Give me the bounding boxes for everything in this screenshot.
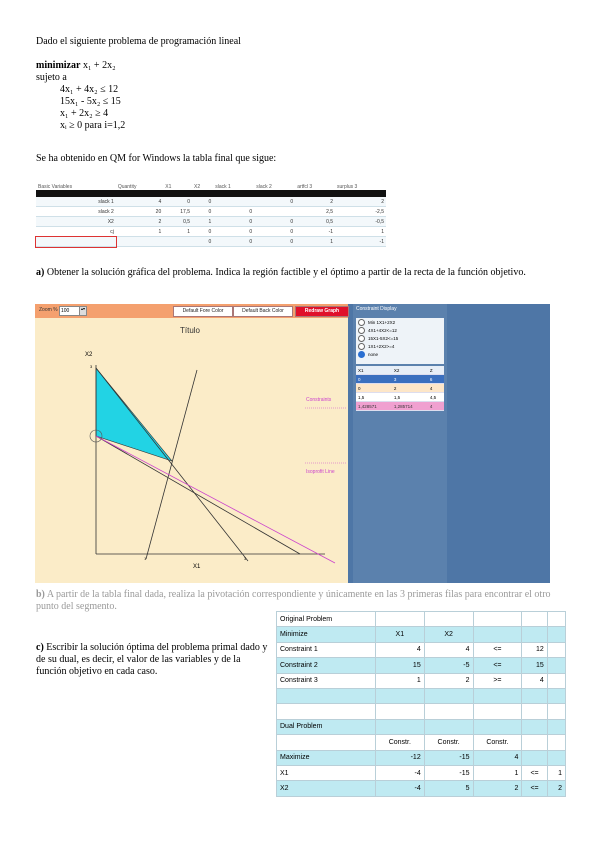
points-cell: 3: [392, 375, 428, 384]
default-fore-color-button[interactable]: Default Fore Color: [173, 306, 233, 317]
pd-cell: 4: [522, 673, 547, 688]
qm-cell: 0: [192, 237, 213, 247]
qm-cell: 0,5: [163, 217, 192, 227]
pd-cell: Constr.: [375, 735, 424, 750]
table-row: [36, 217, 386, 227]
x-tick-label: 3: [244, 556, 247, 561]
points-cell: 4: [428, 384, 444, 393]
pd-cell: Constraint 2: [277, 658, 376, 673]
constraint-line-3: [96, 436, 300, 554]
radio-option-selected[interactable]: [356, 350, 444, 358]
qm-cell: 0: [213, 217, 254, 227]
qm-cell: 0: [254, 227, 295, 237]
qm-cell: 0: [213, 227, 254, 237]
pd-cell: <=: [522, 781, 547, 796]
lp-problem: [36, 60, 125, 132]
qm-cell: -0,5: [335, 217, 386, 227]
part-a-text: Obtener la solución gráfica del problema. Indica la región factible y el óptimo a partir de la recta de la función objetivo.: [46, 267, 526, 278]
points-cell: 2: [392, 384, 428, 393]
qm-cell: -1: [335, 237, 386, 247]
qm-header: Basic Variables: [38, 184, 73, 190]
qm-cell: 20: [116, 207, 163, 217]
radio-option[interactable]: [356, 318, 444, 326]
graph-plot-area: [35, 318, 348, 583]
part-a-label: a): [36, 267, 45, 278]
qm-cell: 1: [295, 237, 335, 247]
table-row: [277, 673, 566, 688]
pd-cell: <=: [473, 658, 522, 673]
table-row[interactable]: [356, 384, 444, 393]
radio-option[interactable]: [356, 326, 444, 334]
qm-cell: 0: [254, 197, 295, 207]
pd-cell: 12: [522, 642, 547, 657]
pd-cell: -15: [424, 765, 473, 780]
qm-cell: 1: [163, 227, 192, 237]
pd-cell: 2: [473, 781, 522, 796]
table-row: [277, 627, 566, 642]
table-row: [36, 237, 386, 247]
radio-label: Min 1X1+2X2: [368, 319, 396, 325]
qm-cell: 1: [116, 227, 163, 237]
pd-cell: -4: [375, 781, 424, 796]
part-b-text: A partir de la tabla final dada, realiza la pivotación correspondiente y únicamente en las 3 primeras filas para encontrar el otro punto del segmento.: [36, 589, 551, 612]
zoom-label: Zoom %: [39, 307, 58, 313]
table-row: [277, 735, 566, 750]
primal-dual-table: [276, 611, 566, 797]
part-c-label: c): [36, 642, 44, 653]
pd-cell: <=: [473, 642, 522, 657]
part-b: [36, 589, 561, 613]
constraint-3: x₁ + 2x₂ ≥ 4: [60, 108, 109, 119]
graph-title: Título: [180, 326, 201, 335]
original-problem-title: Original Problem: [277, 612, 376, 627]
pd-cell: 15: [522, 658, 547, 673]
pd-cell: 2: [547, 781, 565, 796]
table-row: [277, 750, 566, 765]
points-cell: 4,5: [428, 393, 444, 402]
pd-cell: Maximize: [277, 750, 376, 765]
qm-cell: [116, 237, 163, 247]
qm-header: X1: [165, 184, 172, 190]
dual-problem-title: Dual Problem: [277, 719, 376, 734]
pd-cell: Constraint 1: [277, 642, 376, 657]
objective-keyword: minimizar: [36, 60, 81, 71]
qm-final-table: [36, 176, 386, 247]
constraint-radio-group: [356, 318, 444, 364]
qm-header: surplus 3: [337, 184, 358, 190]
points-cell: 0: [356, 375, 392, 384]
radio-option[interactable]: [356, 334, 444, 342]
table-row: [277, 704, 566, 719]
points-cell: 1,5: [356, 393, 392, 402]
table-row[interactable]: [356, 375, 444, 384]
constraint-line-1: [96, 368, 248, 561]
qm-cell: 0: [192, 197, 213, 207]
qm-cell: [213, 197, 254, 207]
radio-option[interactable]: [356, 342, 444, 350]
qm-header: artfcl 3: [297, 184, 313, 190]
qm-cell: 4: [116, 197, 163, 207]
pd-cell: -5: [424, 658, 473, 673]
radio-label: none: [368, 351, 379, 357]
qm-cell: 17,5: [163, 207, 192, 217]
pd-cell: X1: [277, 765, 376, 780]
qm-cell: X2: [36, 217, 116, 227]
qm-cell: 0: [213, 207, 254, 217]
qm-cell: 0: [254, 217, 295, 227]
pd-cell: 4: [375, 642, 424, 657]
points-cell: 4: [428, 402, 444, 411]
pd-cell: 1: [375, 673, 424, 688]
table-row: [277, 658, 566, 673]
constraint-2: 15x₁ - 5x₂ ≤ 15: [60, 96, 121, 107]
pd-cell: X2: [277, 781, 376, 796]
table-row: [277, 642, 566, 657]
objective-expr: x₁ + 2x₂: [82, 60, 116, 71]
x-axis-label: X1: [193, 564, 201, 570]
qm-cell: 0: [213, 237, 254, 247]
radio-label: 15X1-5X2<=15: [368, 335, 399, 341]
pd-cell: 4: [424, 642, 473, 657]
pd-cell: X1: [375, 627, 424, 642]
part-a: [36, 267, 556, 279]
pd-cell: 1: [547, 765, 565, 780]
pd-cell: <=: [522, 765, 547, 780]
qm-cell: 0: [192, 227, 213, 237]
qm-cell: slack 1: [36, 197, 116, 207]
pd-cell: 4: [473, 750, 522, 765]
qm-cell: [163, 237, 192, 247]
radio-label: 1X1+2X2>=4: [368, 343, 395, 349]
pd-cell: Minimize: [277, 627, 376, 642]
qm-cell: 2: [335, 197, 386, 207]
pd-cell: -15: [424, 750, 473, 765]
qm-cell: slack 2: [36, 207, 116, 217]
qm-cell: 0,5: [295, 217, 335, 227]
table-row: [36, 197, 386, 207]
qm-cell: 2: [295, 197, 335, 207]
radio-label: 4X1+4X2<=12: [368, 327, 397, 333]
pd-cell: -12: [375, 750, 424, 765]
non-negativity: xᵢ ≥ 0 para i=1,2: [60, 120, 126, 131]
constraint-line-2: [146, 370, 197, 559]
points-cell: 6: [428, 375, 444, 384]
pd-cell: 5: [424, 781, 473, 796]
points-header: X1: [356, 366, 392, 375]
pd-cell: Constr.: [473, 735, 522, 750]
qm-cell: 1: [192, 217, 213, 227]
qm-cell: 2,5: [295, 207, 335, 217]
y-tick-label: 3: [90, 364, 93, 369]
pd-cell: 15: [375, 658, 424, 673]
qm-cell: -2,5: [335, 207, 386, 217]
table-row: [277, 781, 566, 796]
points-cell: 0: [356, 384, 392, 393]
qm-graph-window: [35, 304, 550, 583]
table-row: [277, 719, 566, 734]
qm-cell: 0: [192, 207, 213, 217]
pd-cell: >=: [473, 673, 522, 688]
pd-cell: X2: [424, 627, 473, 642]
qm-cell: 0: [163, 197, 192, 207]
constraint-display-title: Constraint Display: [356, 306, 397, 312]
table-row[interactable]: [356, 402, 444, 411]
radio-selected-icon: [358, 351, 365, 358]
x-tick-label: 1: [144, 556, 147, 561]
intro-text: Dado el siguiente problema de programación lineal: [36, 36, 241, 47]
legend-isoprofit: Isoprofit Line: [306, 469, 335, 475]
pd-cell: Constraint 3: [277, 673, 376, 688]
radio-icon: [358, 335, 365, 342]
qm-cell: -1: [295, 227, 335, 237]
part-c-text: Escribir la solución óptima del problema primal dado y de su dual, es decir, el valor de las variables y de la función objetivo en cada caso.: [36, 642, 268, 677]
corner-points-table: [356, 366, 444, 411]
zoom-input[interactable]: 100: [59, 306, 80, 316]
table-row: [277, 765, 566, 780]
table-row: [36, 227, 386, 237]
redraw-graph-button[interactable]: Redraw Graph: [295, 306, 349, 317]
qm-header: Quantity: [117, 184, 137, 190]
points-cell: 1,428571: [356, 402, 392, 411]
constraint-display-panel: [353, 304, 447, 583]
qm-cell: 0: [254, 237, 295, 247]
qm-cell: [254, 207, 295, 217]
table-row: [36, 207, 386, 217]
part-b-label: b): [36, 589, 45, 600]
table-row: [277, 688, 566, 703]
table-row[interactable]: [356, 393, 444, 402]
qm-header: slack 1: [215, 184, 231, 190]
qm-intro: Se ha obtenido en QM for Windows la tabla final que sigue:: [36, 153, 277, 164]
points-header: Z: [428, 366, 444, 375]
zoom-spinner-icon[interactable]: ▴▾: [79, 306, 87, 316]
table-row: [277, 612, 566, 627]
qm-cell: 1: [335, 227, 386, 237]
graph-svg: [35, 318, 348, 583]
pd-cell: Constr.: [424, 735, 473, 750]
pd-cell: 2: [424, 673, 473, 688]
pd-cell: 1: [473, 765, 522, 780]
qm-cell: 2: [116, 217, 163, 227]
default-back-color-button[interactable]: Default Back Color: [233, 306, 293, 317]
legend-constraints: Constraints: [306, 397, 332, 403]
qm-header: X2: [194, 184, 201, 190]
part-c: [36, 642, 271, 678]
qm-cell-selected[interactable]: [36, 237, 116, 247]
radio-icon: [358, 327, 365, 334]
qm-cell: cj: [36, 227, 116, 237]
radio-icon: [358, 319, 365, 326]
points-cell: 1,285714: [392, 402, 428, 411]
graph-toolbar: [35, 304, 348, 318]
y-axis-label: X2: [85, 352, 93, 358]
isoprofit-line: [96, 436, 335, 563]
subject-to-label: sujeto a: [36, 72, 67, 83]
constraint-1: 4x₁ + 4x₂ ≤ 12: [60, 84, 119, 95]
radio-icon: [358, 343, 365, 350]
qm-header: slack 2: [256, 184, 272, 190]
points-header: X2: [392, 366, 428, 375]
pd-cell: -4: [375, 765, 424, 780]
points-cell: 1,5: [392, 393, 428, 402]
